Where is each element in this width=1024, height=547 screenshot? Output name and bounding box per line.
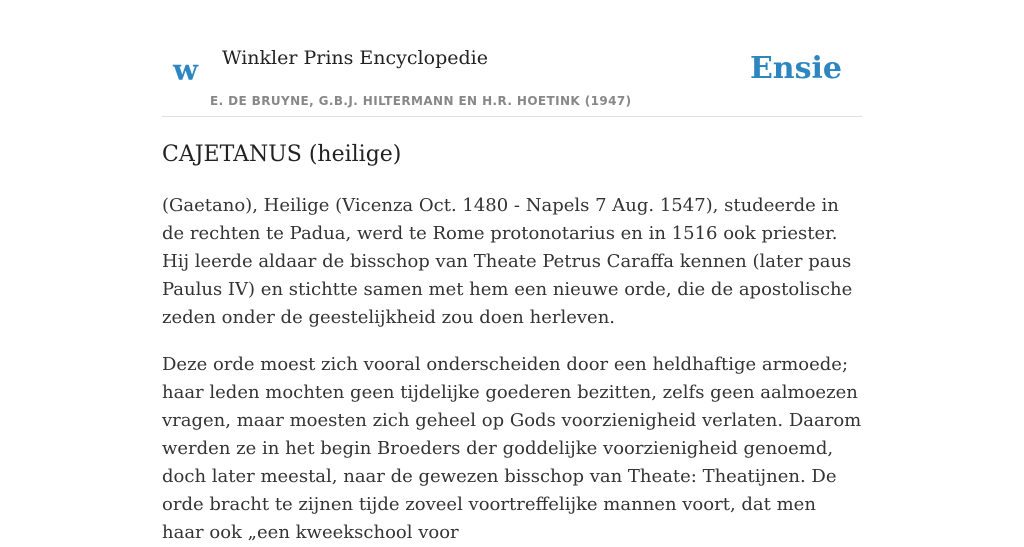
article	[162, 138, 862, 547]
article-title: CAJETANUS (heilige)	[162, 142, 402, 167]
logo-icon[interactable]: w	[173, 53, 198, 87]
site-header	[162, 0, 862, 117]
brand-logo[interactable]: Ensie	[749, 51, 842, 86]
book-authors: E. DE BRUYNE, G.B.J. HILTERMANN EN H.R. HOETINK (1947)	[210, 94, 632, 108]
article-paragraph: Deze orde moest zich vooral onderscheiden door een heldhaftige armoede; haar leden mochten geen tijdelijke goederen bezitten, zelfs geen aalmoezen vragen, maar moesten zich geheel op Gods voorzienigheid verlaten. Daarom werden ze in het begin Broeders der goddelijke voorzienigheid genoemd, doch later meestal, naar de gewezen bisschop van Theate: Theatijnen. De orde bracht te zijnen tijde zoveel voortreffelijke mannen voort, dat men haar ook „een kweekschool voor	[162, 354, 862, 543]
article-paragraph: (Gaetano), Heilige (Vicenza Oct. 1480 - Napels 7 Aug. 1547), studeerde in de rechten te Padua, werd te Rome protonotarius en in 1516 ook priester. Hij leerde aldaar de bisschop van Theate Petrus Caraffa kennen (later paus Paulus IV) en stichtte samen met hem een nieuwe orde, die de apostolische zeden onder de geestelijkheid zou doen herleven.	[162, 195, 853, 328]
book-title: Winkler Prins Encyclopedie	[222, 47, 488, 69]
